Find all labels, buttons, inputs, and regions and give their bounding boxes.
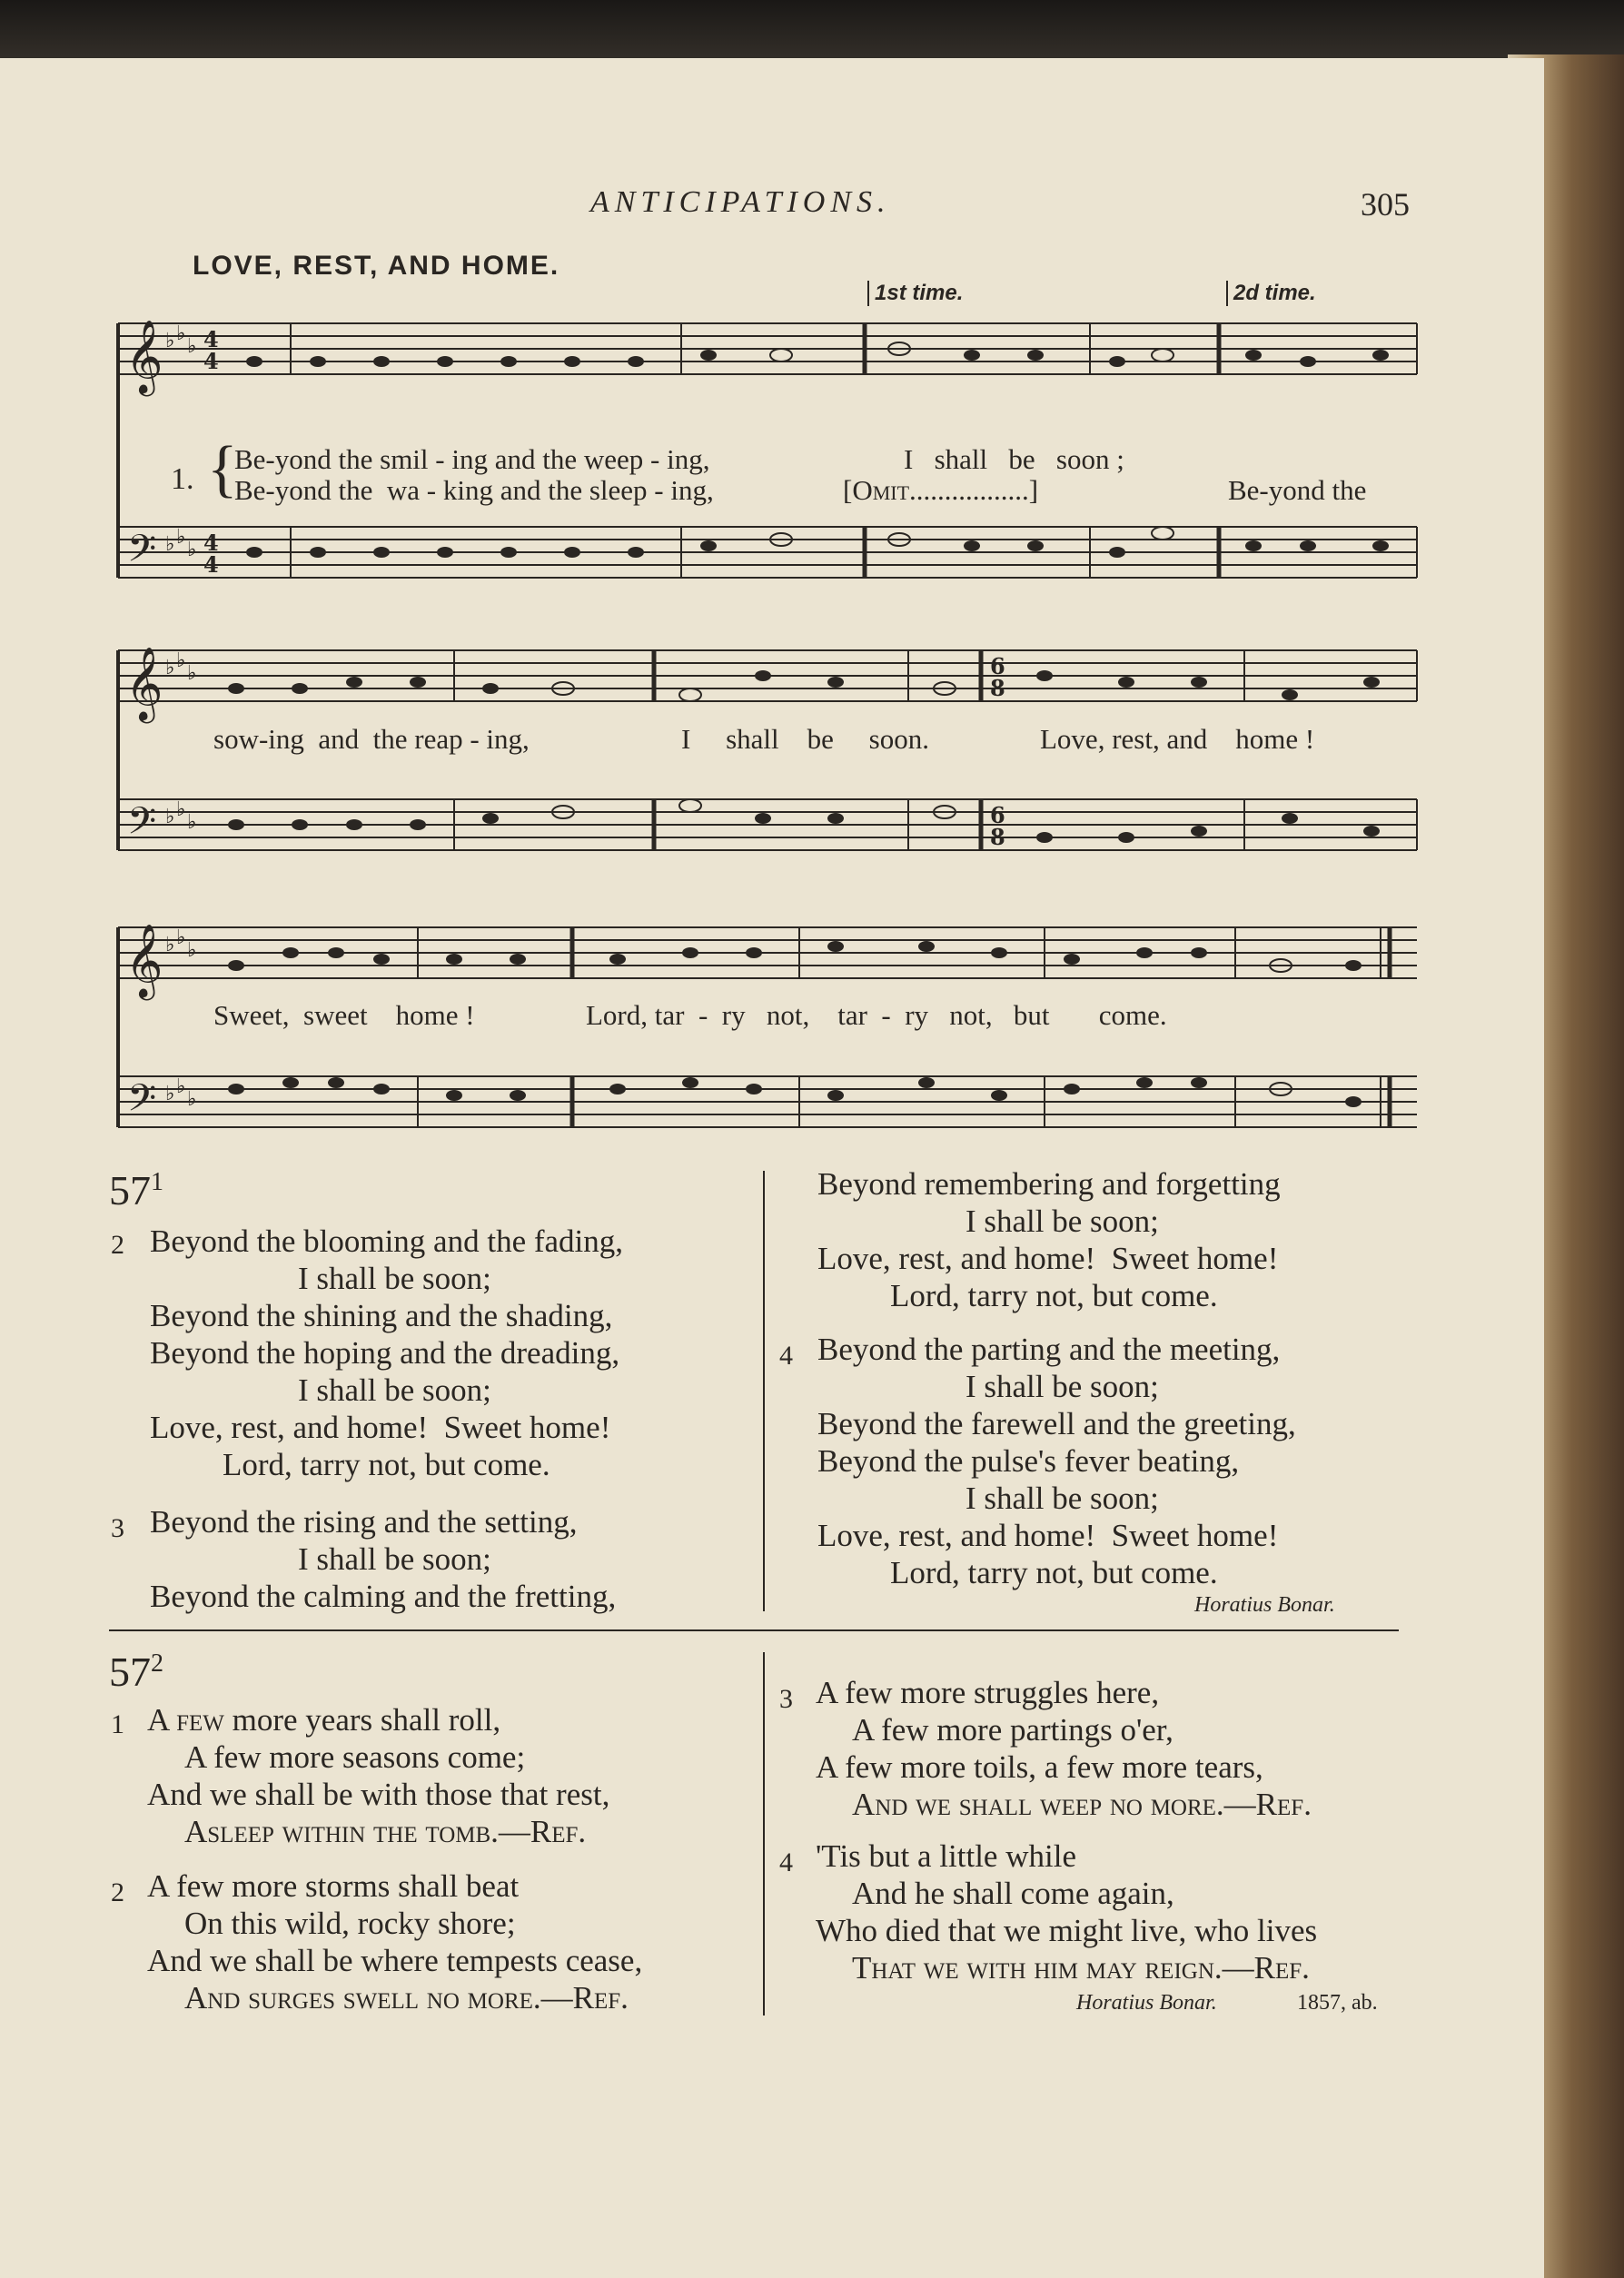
svg-text:♭: ♭ bbox=[176, 322, 186, 345]
stanza-number: 1 bbox=[111, 1709, 124, 1739]
svg-text:♭: ♭ bbox=[165, 330, 175, 352]
poem-line: Beyond the parting and the meeting, bbox=[817, 1332, 1281, 1367]
svg-text:4: 4 bbox=[203, 326, 219, 352]
lyric-line: Be-yond the bbox=[1228, 474, 1367, 506]
svg-text:♭: ♭ bbox=[165, 934, 175, 956]
poem-line: Beyond the calming and the fretting, bbox=[150, 1579, 617, 1614]
poem-line: Love, rest, and home! Sweet home! bbox=[817, 1518, 1279, 1553]
svg-text:♭: ♭ bbox=[176, 649, 186, 672]
poem-line: A few more storms shall beat bbox=[147, 1868, 520, 1904]
first-time-marker: 1st time. bbox=[867, 281, 963, 306]
poem-line: I shall be soon; bbox=[965, 1369, 1159, 1404]
svg-text:♭: ♭ bbox=[176, 926, 186, 949]
stanza-number: 4 bbox=[779, 1847, 793, 1877]
stanza-number: 2 bbox=[111, 1230, 124, 1260]
lyric-line: I shall be soon. bbox=[681, 723, 929, 755]
svg-text:♭: ♭ bbox=[176, 1075, 186, 1098]
poem-line: Love, rest, and home! Sweet home! bbox=[817, 1241, 1279, 1276]
svg-text:8: 8 bbox=[990, 824, 1005, 850]
poem-line: And we shall be where tempests cease, bbox=[147, 1943, 643, 1978]
stanza-number: 3 bbox=[111, 1513, 124, 1543]
stanza-number: 3 bbox=[779, 1684, 793, 1714]
svg-text:6: 6 bbox=[990, 802, 1005, 828]
book-page bbox=[0, 58, 1544, 2278]
poem-line: 'Tis but a little while bbox=[816, 1838, 1076, 1874]
svg-text:♭: ♭ bbox=[187, 811, 197, 834]
svg-text:♭: ♭ bbox=[165, 657, 175, 679]
poem-line: I shall be soon; bbox=[298, 1261, 491, 1296]
svg-text:8: 8 bbox=[990, 675, 1005, 701]
poem-line: Beyond the farewell and the greeting, bbox=[817, 1406, 1296, 1441]
section-divider bbox=[109, 1629, 1399, 1631]
stanza-number: 2 bbox=[111, 1877, 124, 1907]
stanza-number: 4 bbox=[779, 1341, 793, 1371]
svg-text:♭: ♭ bbox=[187, 335, 197, 358]
poem-line: And he shall come again, bbox=[852, 1876, 1174, 1911]
first-words: A few bbox=[147, 1702, 224, 1738]
lyric-line: Sweet, sweet home ! bbox=[213, 999, 475, 1031]
svg-text:♭: ♭ bbox=[165, 533, 175, 556]
poem-line: Love, rest, and home! Sweet home! bbox=[150, 1410, 611, 1445]
poem-line: A few more toils, a few more tears, bbox=[816, 1749, 1263, 1785]
poem-line: A few more partings o'er, bbox=[852, 1712, 1173, 1748]
lyric-line: sow-ing and the reap - ing, bbox=[213, 723, 530, 755]
svg-text:𝄞: 𝄞 bbox=[125, 646, 163, 720]
svg-text:♭: ♭ bbox=[165, 806, 175, 828]
svg-text:𝄢: 𝄢 bbox=[127, 1076, 157, 1129]
svg-text:𝄞: 𝄞 bbox=[125, 923, 163, 997]
attribution-year: 1857, ab. bbox=[1297, 1991, 1378, 2015]
music-system-2 bbox=[109, 639, 1426, 876]
poem-line: Beyond the pulse's fever beating, bbox=[817, 1443, 1240, 1479]
lyric-line: Be-yond the smil - ing and the weep - ing, bbox=[234, 443, 710, 475]
attribution: Horatius Bonar. bbox=[1076, 1991, 1217, 2015]
poem-line: That we with him may reign.—Ref. bbox=[852, 1950, 1310, 1986]
poem-line: I shall be soon; bbox=[965, 1481, 1159, 1516]
poem-line: And surges swell no more.—Ref. bbox=[184, 1980, 629, 2016]
svg-text:♭: ♭ bbox=[187, 1088, 197, 1111]
second-time-marker: 2d time. bbox=[1226, 281, 1316, 306]
poem-line: Beyond the hoping and the dreading, bbox=[150, 1335, 620, 1371]
page-number: 305 bbox=[1361, 186, 1410, 223]
poem-line: And we shall be with those that rest, bbox=[147, 1777, 610, 1812]
poem-line: I shall be soon; bbox=[298, 1541, 491, 1577]
poem-line: And we shall weep no more.—Ref. bbox=[852, 1787, 1312, 1822]
poem-line: I shall be soon; bbox=[965, 1203, 1159, 1239]
lyric-line: Lord, tar - ry not, tar - ry not, but come. bbox=[586, 999, 1167, 1031]
poem-line: Lord, tarry not, but come. bbox=[890, 1555, 1218, 1590]
verse-number: 1. bbox=[171, 462, 194, 496]
svg-text:♭: ♭ bbox=[187, 539, 197, 561]
svg-text:♭: ♭ bbox=[187, 939, 197, 962]
svg-text:♭: ♭ bbox=[176, 798, 186, 821]
svg-text:4: 4 bbox=[203, 551, 219, 578]
book-cover-edge bbox=[0, 0, 1624, 64]
svg-text:𝄞: 𝄞 bbox=[125, 319, 163, 393]
tune-title: LOVE, REST, AND HOME. bbox=[193, 251, 560, 281]
omit-marker: [Omit.................] bbox=[843, 474, 1039, 506]
lyric-line: I shall be soon ; bbox=[904, 443, 1124, 475]
music-system-3 bbox=[109, 916, 1426, 1153]
lyric-line: Be-yond the wa - king and the sleep - ing, bbox=[234, 474, 714, 506]
lyric-brace: { bbox=[207, 434, 238, 504]
lyric-line: Love, rest, and home ! bbox=[1040, 723, 1315, 755]
svg-text:♭: ♭ bbox=[176, 526, 186, 549]
poem-line: Beyond the blooming and the fading, bbox=[150, 1223, 624, 1259]
svg-text:♭: ♭ bbox=[187, 662, 197, 685]
svg-text:4: 4 bbox=[203, 530, 219, 556]
poem-line: Lord, tarry not, but come. bbox=[890, 1278, 1218, 1313]
svg-text:6: 6 bbox=[990, 653, 1005, 679]
poem-line: Beyond the rising and the setting, bbox=[150, 1504, 578, 1540]
svg-text:𝄢: 𝄢 bbox=[127, 527, 157, 579]
running-head: ANTICIPATIONS. bbox=[590, 185, 891, 219]
svg-text:4: 4 bbox=[203, 348, 219, 374]
poem-line: A few more seasons come; bbox=[184, 1739, 526, 1775]
attribution: Horatius Bonar. bbox=[1194, 1593, 1335, 1617]
poem-line: Beyond the shining and the shading, bbox=[150, 1298, 613, 1333]
hymn-number: $57^2$ bbox=[109, 1649, 163, 1695]
poem-line: I shall be soon; bbox=[298, 1372, 491, 1408]
svg-text:♭: ♭ bbox=[165, 1083, 175, 1105]
poem-line: A few more years shall roll, bbox=[147, 1702, 501, 1738]
column-divider bbox=[763, 1171, 765, 1611]
poem-line: Lord, tarry not, but come. bbox=[223, 1447, 550, 1482]
poem-line: Beyond remembering and forgetting bbox=[817, 1166, 1281, 1202]
hymn-number: $57^1$ bbox=[109, 1167, 163, 1213]
poem-line: A few more struggles here, bbox=[816, 1675, 1160, 1710]
poem-line: Who died that we might live, who lives bbox=[816, 1913, 1318, 1948]
poem-line: Asleep within the tomb.—Ref. bbox=[184, 1814, 587, 1849]
poem-line: On this wild, rocky shore; bbox=[184, 1906, 516, 1941]
svg-text:𝄢: 𝄢 bbox=[127, 799, 157, 852]
column-divider bbox=[763, 1652, 765, 2016]
